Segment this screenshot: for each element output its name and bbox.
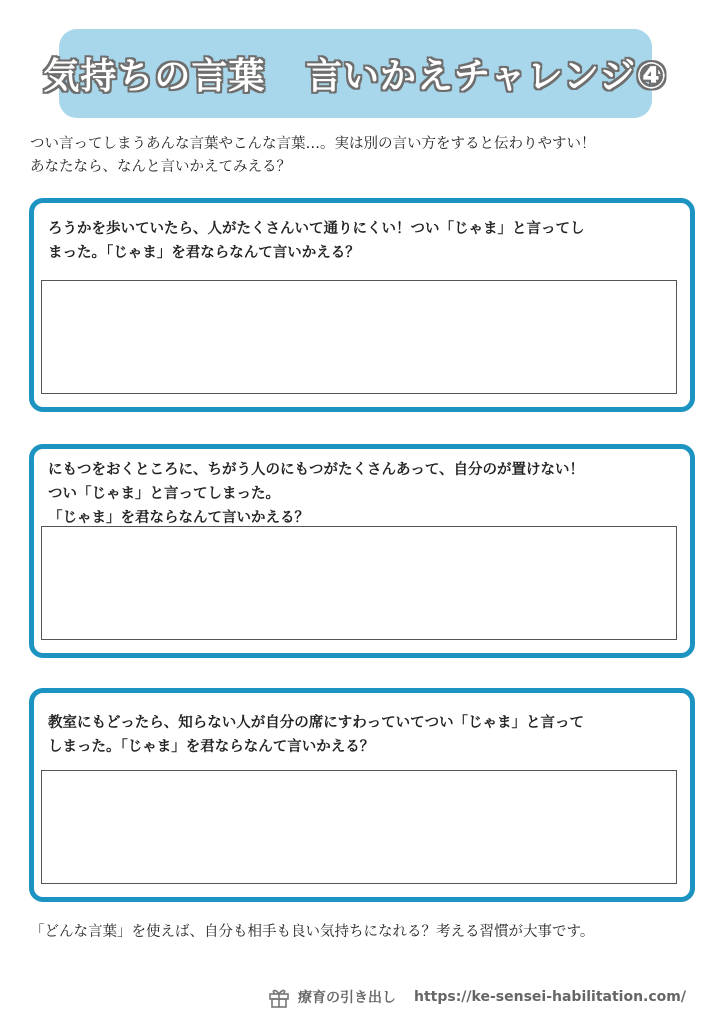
question-text-2 — [48, 458, 678, 530]
footer — [268, 984, 686, 1010]
question-1-line-2: まった。「じゃま」を君ならなんて言いかえる？ — [48, 245, 360, 261]
answer-box-1[interactable] — [41, 280, 677, 394]
question-2-line-1: にもつをおくところに、ちがう人のにもつがたくさんあって、自分のが置けない！ — [48, 462, 585, 478]
page-title — [43, 48, 667, 99]
answer-box-3[interactable] — [41, 770, 677, 884]
question-2-line-2: つい「じゃま」と言ってしまった。 — [48, 486, 280, 502]
title-left: 気持ちの言葉 — [43, 56, 266, 97]
question-1-line-1: ろうかを歩いていたら、人がたくさんいて通りにくい！つい「じゃま」と言ってし — [48, 221, 585, 237]
question-card-1 — [29, 198, 695, 412]
site-url-link[interactable]: https://ke-sensei-habilitation.com/ — [414, 989, 686, 1005]
question-text-3 — [48, 711, 678, 759]
title-right: 言いかえチャレンジ④ — [306, 56, 668, 97]
question-3-line-1: 教室にもどったら、知らない人が自分の席にすわっていてつい「じゃま」と言って — [48, 715, 585, 731]
question-3-line-2: しまった。「じゃま」を君ならなんて言いかえる？ — [48, 739, 375, 755]
question-card-2 — [29, 444, 695, 658]
intro-line-1: つい言ってしまうあんな言葉やこんな言葉…。実は別の言い方をすると伝わりやすい！ — [30, 136, 596, 152]
question-text-1 — [48, 217, 678, 265]
site-name: 療育の引き出し — [298, 990, 396, 1006]
outro-text: 「どんな言葉」を使えば、自分も相手も良い気持ちになれる？考える習慣が大事です。 — [30, 924, 595, 940]
intro-line-2: あなたなら、なんと言いかえてみえる？ — [30, 159, 291, 175]
answer-box-2[interactable] — [41, 526, 677, 640]
question-2-line-3: 「じゃま」を君ならなんて言いかえる？ — [48, 510, 309, 526]
title-banner — [43, 29, 668, 118]
gift-icon — [268, 986, 290, 1008]
question-card-3 — [29, 688, 695, 902]
intro-text — [30, 133, 700, 179]
